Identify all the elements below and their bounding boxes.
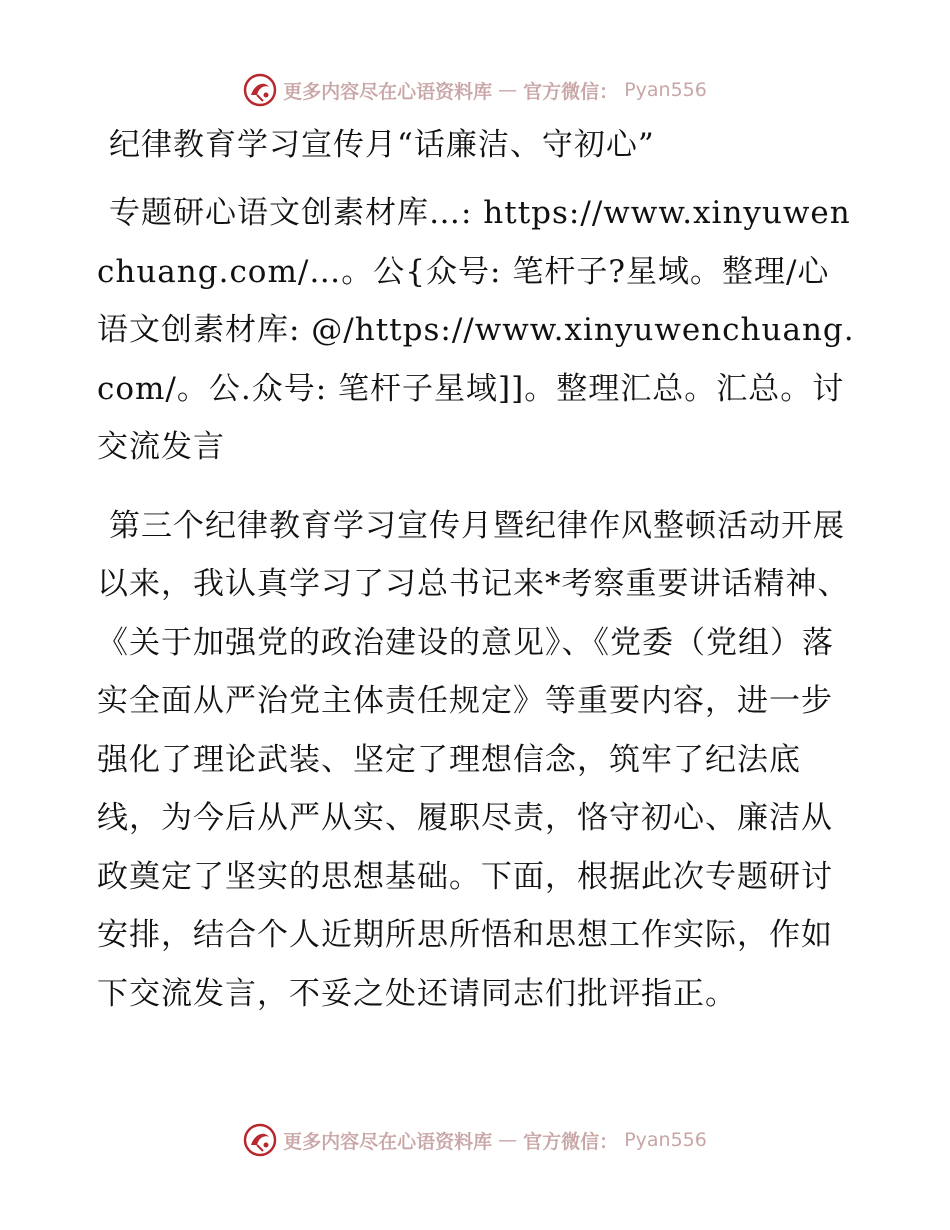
meta-paragraph: 专题研心语文创素材库…: https://www.xinyuwenchuang.com/…。公{众号: 笔杆子?星域。整理/心语文创素材库: @/https://www.xinyuwenchuang.com/。公.众号: 笔杆子星域]]。整理汇总。汇总。讨交流发言 (97, 195, 855, 465)
red-swirl-logo-icon (243, 73, 277, 107)
watermark-separator: — (498, 1129, 518, 1151)
watermark-separator: — (498, 79, 518, 101)
document-title: 纪律教育学习宣传月“话廉洁、守初心” (109, 127, 655, 163)
header-watermark (0, 70, 950, 110)
watermark-contact-label: 官方微信： (523, 80, 619, 103)
red-swirl-logo-icon (243, 1123, 277, 1157)
watermark-site-text: 更多内容尽在心语资料库 (283, 1130, 493, 1153)
watermark-site-text: 更多内容尽在心语资料库 (283, 80, 493, 103)
watermark-contact-value: Pyan556 (624, 79, 707, 101)
document-content (97, 120, 857, 1023)
footer-watermark (0, 1120, 950, 1160)
body-paragraph: 第三个纪律教育学习宣传月暨纪律作风整顿活动开展以来，我认真学习了习总书记来*考察重要讲话精神、《关于加强党的政治建设的意见》、《党委（党组）落实全面从严治党主体责任规定》等重要内容，进一步强化了理论武装、坚定了理想信念，筑牢了纪法底线，为今后从严从实、履职尽责，恪守初心、廉洁从政奠定了坚实的思想基础。下面，根据此次专题研讨安排，结合个人近期所思所悟和思想工作实际，作如下交流发言，不妥之处还请同志们批评指正。 (97, 507, 850, 1012)
watermark-contact-value: Pyan556 (624, 1129, 707, 1151)
watermark-contact-label: 官方微信： (523, 1130, 619, 1153)
